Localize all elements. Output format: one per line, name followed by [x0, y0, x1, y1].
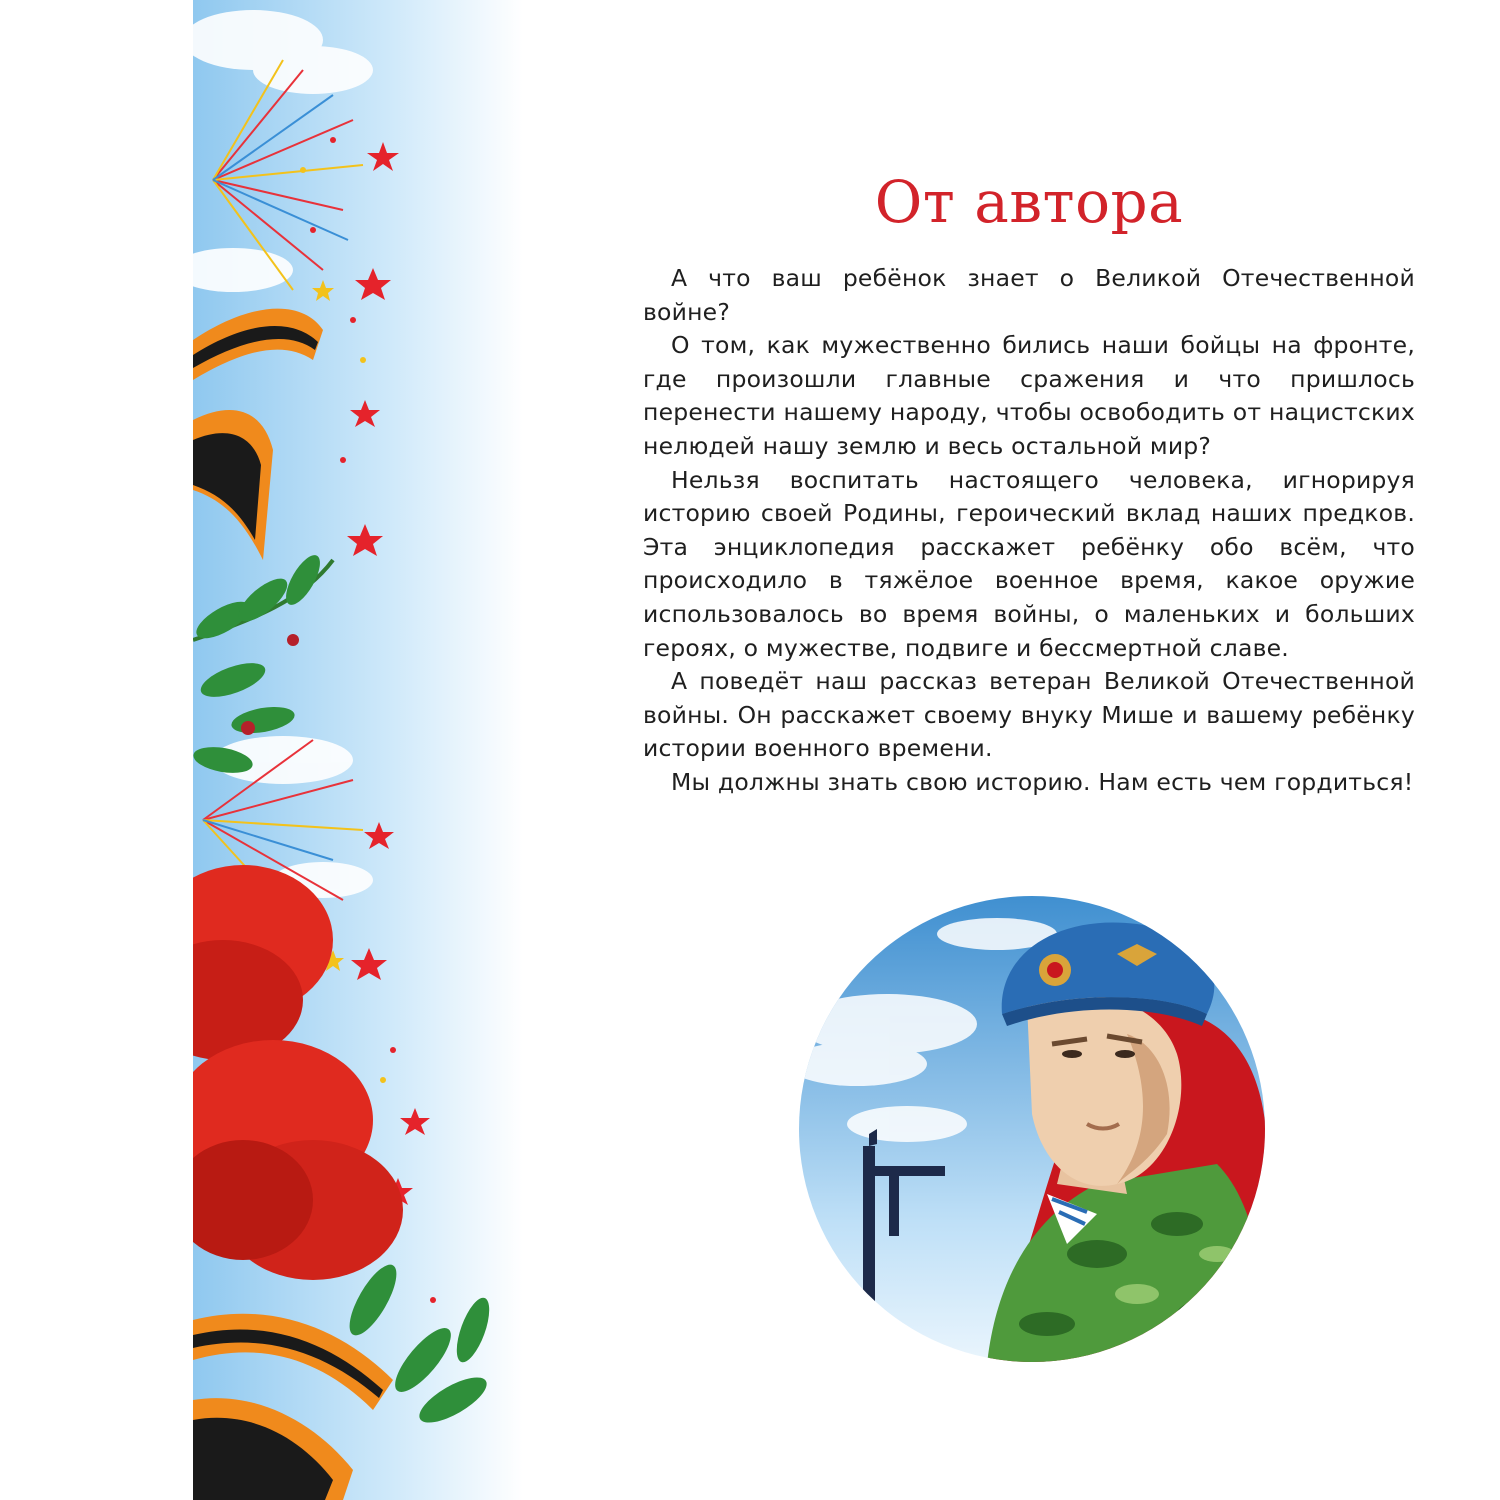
festive-border-art	[193, 0, 523, 1500]
paragraph: О том, как мужественно бились наши бойцы на фронте, где произошли главные сражения и что пришлось перенести нашему народу, чтобы освободить от нацистских нелюдей нашу землю и весь остальной мир?	[643, 331, 1415, 460]
paragraph: А поведёт наш рассказ ветеран Великой Отечественной войны. Он расскажет своему внуку Мише и вашему ребёнку истории военного времени.	[643, 667, 1415, 763]
paragraph: А что ваш ребёнок знает о Великой Отечественной войне?	[643, 264, 1415, 326]
page-title: От автора	[874, 168, 1184, 236]
author-foreword-text	[643, 262, 1415, 800]
paragraph: Мы должны знать свою историю. Нам есть чем гордиться!	[671, 767, 1414, 796]
paratrooper-illustration	[797, 894, 1267, 1364]
paragraph: Нельзя воспитать настоящего человека, игнорируя историю своей Родины, героический вклад наших предков. Эта энциклопедия расскажет ребёнку обо всём, что происходило в тяжёлое военное время, какое оружие использовалось во время войны, о маленьких и больших героях, о мужестве, подвиге и бессмертной славе.	[643, 465, 1415, 662]
book-page	[193, 0, 1500, 1500]
